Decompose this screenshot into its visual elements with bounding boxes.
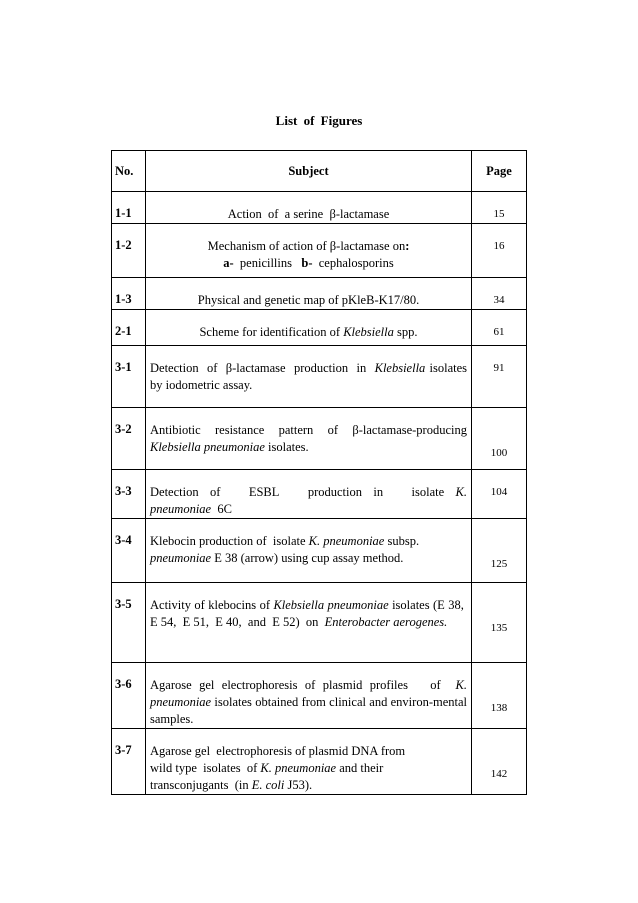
figure-page: 100	[472, 408, 527, 470]
figure-number: 3-6	[112, 663, 146, 729]
table-row	[112, 729, 527, 795]
figure-page: 104	[472, 470, 527, 519]
figure-page: 138	[472, 663, 527, 729]
figure-page: 16	[472, 224, 527, 278]
figures-table	[111, 150, 527, 795]
figure-page: 142	[472, 729, 527, 795]
figure-subject: Detection of β-lactamase production in Klebsiella isolates by iodometric assay.	[146, 346, 472, 408]
table-header-row	[112, 151, 527, 192]
figure-subject: Antibiotic resistance pattern of β-lactamase-producing Klebsiella pneumoniae isolates.	[146, 408, 472, 470]
figure-subject: Scheme for identification of Klebsiella spp.	[146, 310, 472, 346]
table-row	[112, 346, 527, 408]
page-title: List of Figures	[275, 113, 363, 128]
figure-page: 15	[472, 192, 527, 224]
table-row	[112, 278, 527, 310]
figure-subject: Agarose gel electrophoresis of plasmid profiles of K. pneumoniae isolates obtained from clinical and environ-mental samples.	[146, 663, 472, 729]
header-subject: Subject	[146, 151, 472, 192]
figure-number: 3-1	[112, 346, 146, 408]
figure-subject: Physical and genetic map of pKleB-K17/80.	[146, 278, 472, 310]
figure-number: 3-4	[112, 519, 146, 583]
table-row	[112, 310, 527, 346]
table-row	[112, 470, 527, 519]
table-row	[112, 224, 527, 278]
figure-number: 1-1	[112, 192, 146, 224]
figure-subject: Activity of klebocins of Klebsiella pneumoniae isolates (E 38, E 54, E 51, E 40, and E 52) on Enterobacter aerogenes.	[146, 583, 472, 663]
figure-number: 1-3	[112, 278, 146, 310]
header-page: Page	[472, 151, 527, 192]
figure-number: 3-5	[112, 583, 146, 663]
figure-subject: Agarose gel electrophoresis of plasmid DNA from wild type isolates of K. pneumoniae and their transconjugants (in E. coli J53).	[146, 729, 472, 795]
figure-subject: Detection of ESBL production in isolate K. pneumoniae 6C	[146, 470, 472, 519]
table-row	[112, 663, 527, 729]
figure-page: 34	[472, 278, 527, 310]
figure-number: 3-7	[112, 729, 146, 795]
figure-subject: Mechanism of action of β-lactamase on: a- penicillins b- cephalosporins	[146, 224, 472, 278]
figure-page: 125	[472, 519, 527, 583]
table-row	[112, 519, 527, 583]
figure-page: 135	[472, 583, 527, 663]
figure-subject: Action of a serine β-lactamase	[146, 192, 472, 224]
table-row	[112, 408, 527, 470]
header-no: No.	[112, 151, 146, 192]
table-row	[112, 192, 527, 224]
figure-number: 2-1	[112, 310, 146, 346]
figure-page: 61	[472, 310, 527, 346]
figure-number: 3-3	[112, 470, 146, 519]
table-row	[112, 583, 527, 663]
figure-subject: Klebocin production of isolate K. pneumoniae subsp. pneumoniae E 38 (arrow) using cup assay method.	[146, 519, 472, 583]
figure-number: 3-2	[112, 408, 146, 470]
figure-number: 1-2	[112, 224, 146, 278]
figure-page: 91	[472, 346, 527, 408]
